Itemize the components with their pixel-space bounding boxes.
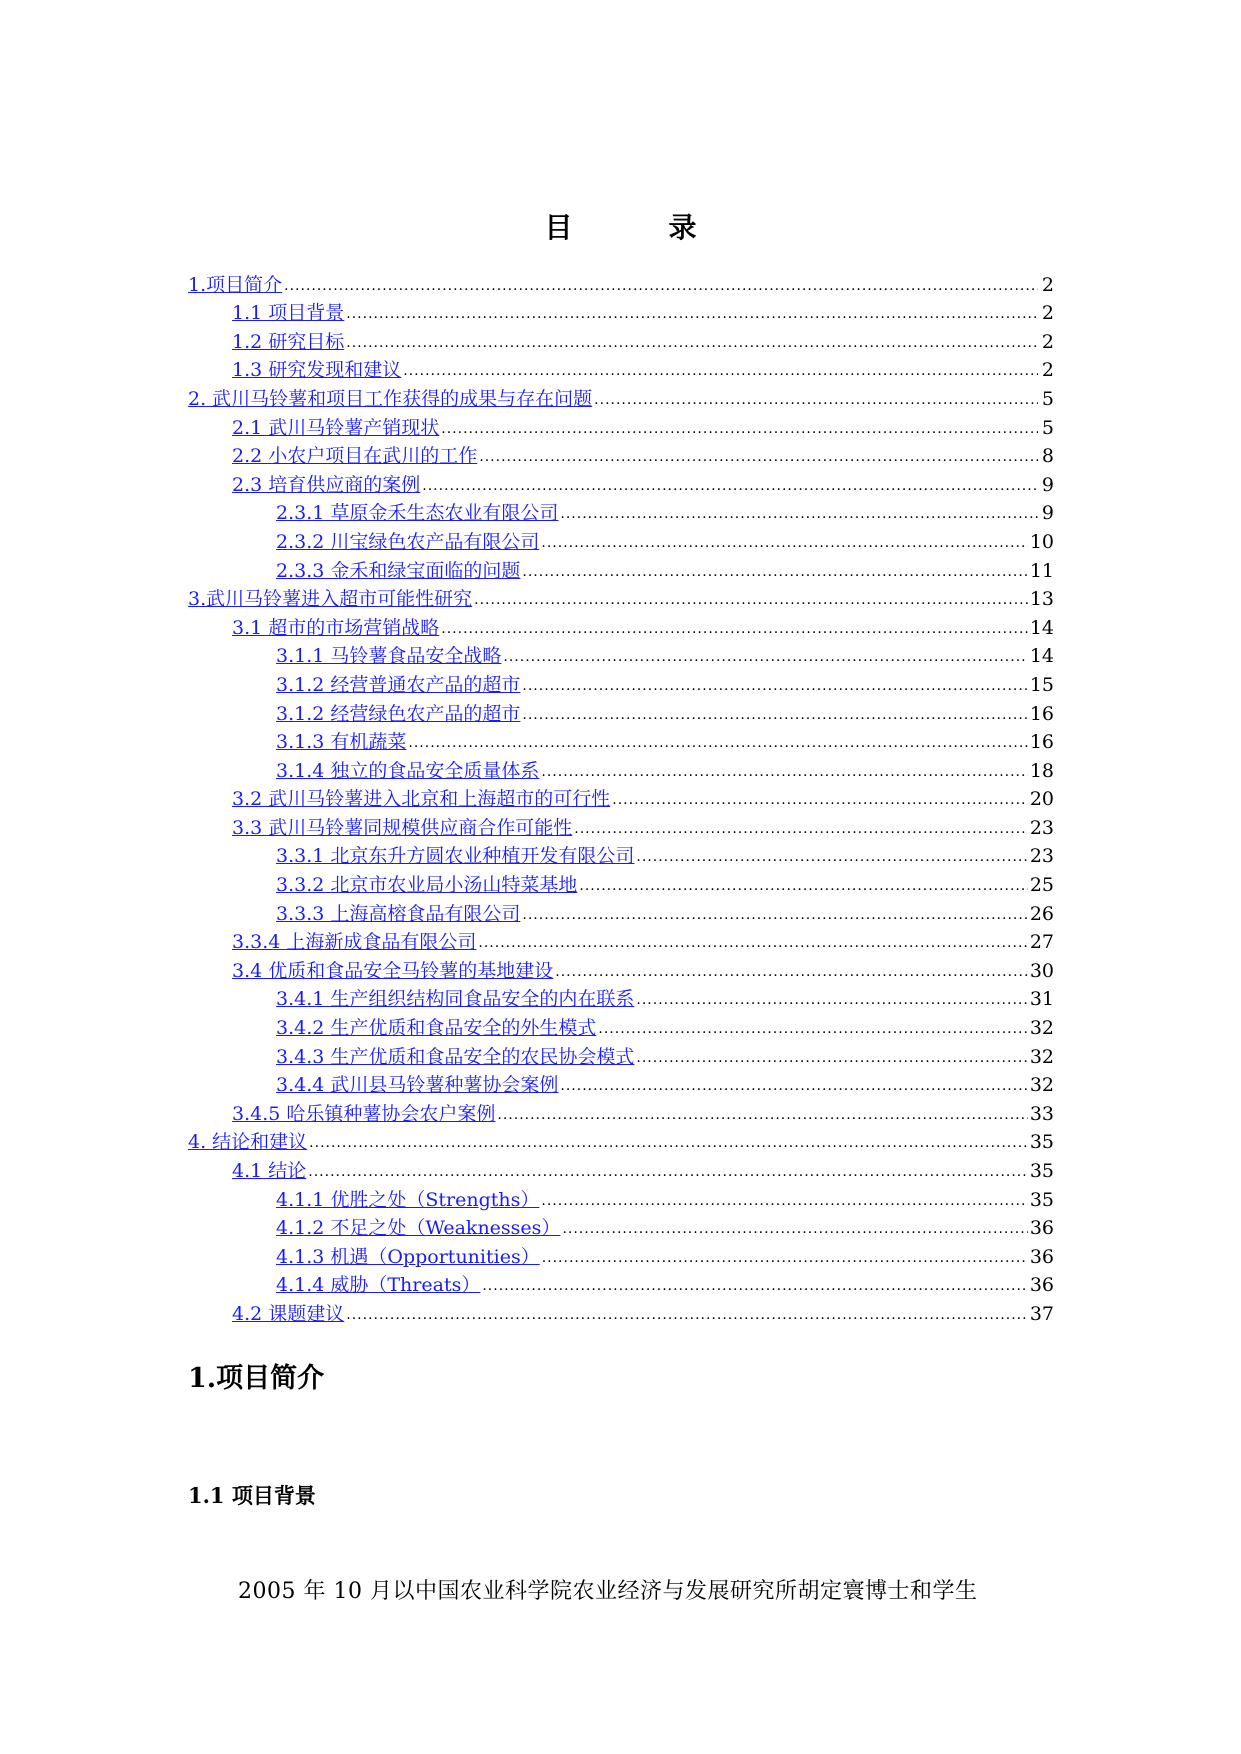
toc-dot-leader bbox=[346, 304, 1038, 324]
toc-entry-link[interactable]: 2.3 培育供应商的案例 bbox=[232, 473, 421, 496]
toc-page-number: 5 bbox=[1041, 416, 1054, 439]
toc-dot-leader bbox=[522, 562, 1027, 582]
toc-entry bbox=[188, 582, 1054, 611]
toc-entry-link[interactable]: 4.1.2 不足之处（Weaknesses） bbox=[276, 1217, 561, 1240]
toc-dot-leader bbox=[636, 990, 1027, 1010]
toc-page-number: 11 bbox=[1029, 559, 1054, 582]
toc-entry bbox=[188, 953, 1054, 982]
toc-entry-link[interactable]: 1.1 项目背景 bbox=[232, 302, 345, 325]
toc-page-number: 25 bbox=[1029, 874, 1054, 897]
toc-entry-link[interactable]: 4.2 课题建议 bbox=[232, 1302, 345, 1325]
toc-entry bbox=[188, 1068, 1054, 1097]
toc-dot-leader bbox=[441, 619, 1028, 639]
toc-page-number: 32 bbox=[1029, 1074, 1054, 1097]
toc-entry bbox=[188, 839, 1054, 868]
toc-dot-leader bbox=[594, 390, 1038, 410]
toc-entry-link[interactable]: 3.1.2 经营绿色农产品的超市 bbox=[276, 702, 521, 725]
toc-entry-link[interactable]: 3.1.3 有机蔬菜 bbox=[276, 731, 407, 754]
toc-dot-leader bbox=[542, 1248, 1028, 1268]
toc-dot-leader bbox=[522, 705, 1027, 725]
toc-entry bbox=[188, 867, 1054, 896]
toc-entry-link[interactable]: 3.4.2 生产优质和食品安全的外生模式 bbox=[276, 1017, 597, 1040]
toc-entry bbox=[188, 1153, 1054, 1182]
toc-page-number: 35 bbox=[1029, 1160, 1054, 1182]
toc-page-number: 14 bbox=[1029, 616, 1054, 639]
toc-dot-leader bbox=[579, 876, 1027, 896]
toc-dot-leader bbox=[503, 647, 1027, 667]
toc-page-number: 26 bbox=[1029, 902, 1054, 925]
toc-page-number: 16 bbox=[1029, 702, 1054, 725]
toc-entry bbox=[188, 639, 1054, 668]
toc-entry-link[interactable]: 2.3.2 川宝绿色农产品有限公司 bbox=[276, 530, 540, 553]
toc-dot-leader bbox=[441, 419, 1038, 439]
toc-page-number: 14 bbox=[1029, 645, 1054, 668]
toc-entry-link[interactable]: 4.1.1 优胜之处（Strengths） bbox=[276, 1188, 540, 1211]
toc-entry bbox=[188, 1182, 1054, 1211]
toc-dot-leader bbox=[346, 1305, 1028, 1325]
toc-page-number: 35 bbox=[1029, 1188, 1054, 1211]
toc-page-number: 23 bbox=[1029, 845, 1054, 868]
toc-entry-link[interactable]: 1.项目简介 bbox=[188, 273, 283, 296]
toc-dot-leader bbox=[541, 762, 1027, 782]
toc-dot-leader bbox=[560, 1076, 1027, 1096]
toc-dot-leader bbox=[598, 1019, 1027, 1039]
toc-page-number: 36 bbox=[1029, 1217, 1054, 1240]
toc-entry bbox=[188, 696, 1054, 725]
toc-page-number: 23 bbox=[1029, 816, 1054, 839]
toc-title: 目 录 bbox=[544, 211, 731, 244]
toc-entry bbox=[188, 1096, 1054, 1125]
toc-entry-link[interactable]: 3.3.4 上海新成食品有限公司 bbox=[232, 931, 477, 954]
toc-entry bbox=[188, 296, 1054, 325]
toc-page-number: 31 bbox=[1029, 988, 1054, 1011]
toc-page-number: 36 bbox=[1029, 1274, 1054, 1297]
toc-page-number: 33 bbox=[1029, 1102, 1054, 1125]
toc-entry bbox=[188, 353, 1054, 382]
toc-dot-leader bbox=[555, 962, 1028, 982]
toc-entry bbox=[188, 1039, 1054, 1068]
toc-entry-link[interactable]: 4. 结论和建议 bbox=[188, 1131, 308, 1154]
toc-page-number: 36 bbox=[1029, 1245, 1054, 1268]
toc-entry-link[interactable]: 3.3.1 北京东升方圆农业种植开发有限公司 bbox=[276, 845, 635, 868]
toc-entry bbox=[188, 1239, 1054, 1268]
toc-dot-leader bbox=[308, 1162, 1028, 1182]
toc-entry bbox=[188, 1268, 1054, 1297]
toc-dot-leader bbox=[522, 676, 1027, 696]
toc-entry-link[interactable]: 3.3 武川马铃薯同规模供应商合作可能性 bbox=[232, 816, 573, 839]
toc-entry-link[interactable]: 2.3.1 草原金禾生态农业有限公司 bbox=[276, 502, 559, 525]
toc-page-number: 32 bbox=[1029, 1017, 1054, 1040]
toc-entry bbox=[188, 381, 1054, 410]
toc-page-number: 18 bbox=[1029, 759, 1054, 782]
toc-page-number: 16 bbox=[1029, 731, 1054, 754]
toc-entry-link[interactable]: 3.2 武川马铃薯进入北京和上海超市的可行性 bbox=[232, 788, 611, 811]
toc-entry-link[interactable]: 3.4.4 武川县马铃薯种薯协会案例 bbox=[276, 1074, 559, 1097]
toc-entry bbox=[188, 896, 1054, 925]
toc-dot-leader bbox=[636, 847, 1027, 867]
toc-entry-link[interactable]: 2. 武川马铃薯和项目工作获得的成果与存在问题 bbox=[188, 387, 593, 410]
toc-page-number: 15 bbox=[1029, 673, 1054, 696]
toc-entry bbox=[188, 753, 1054, 782]
toc-page-number: 13 bbox=[1029, 588, 1054, 611]
toc-entry-link[interactable]: 3.4 优质和食品安全马铃薯的基地建设 bbox=[232, 959, 554, 982]
toc-dot-leader bbox=[574, 819, 1028, 839]
toc-entry bbox=[188, 524, 1054, 553]
toc-entry bbox=[188, 496, 1054, 525]
toc-entry bbox=[188, 610, 1054, 639]
toc-dot-leader bbox=[636, 1048, 1027, 1068]
toc-dot-leader bbox=[522, 905, 1027, 925]
toc-entry-link[interactable]: 3.1.1 马铃薯食品安全战略 bbox=[276, 645, 502, 668]
toc-entry bbox=[188, 925, 1054, 954]
toc-page-number: 30 bbox=[1029, 959, 1054, 982]
toc-dot-leader bbox=[309, 1133, 1028, 1153]
toc-page-number: 5 bbox=[1041, 387, 1054, 410]
toc-dot-leader bbox=[474, 590, 1028, 610]
toc-entry-link[interactable]: 1.3 研究发现和建议 bbox=[232, 359, 402, 382]
toc-dot-leader bbox=[408, 733, 1027, 753]
toc-page-number: 9 bbox=[1041, 502, 1054, 525]
toc-page-number: 32 bbox=[1029, 1045, 1054, 1068]
toc-page-number: 37 bbox=[1029, 1302, 1054, 1325]
toc-entry-link[interactable]: 3.4.1 生产组织结构同食品安全的内在联系 bbox=[276, 988, 635, 1011]
toc-dot-leader bbox=[478, 933, 1027, 953]
toc-entry-link[interactable]: 3.武川马铃薯进入超市可能性研究 bbox=[188, 588, 473, 611]
toc-entry-link[interactable]: 3.3.2 北京市农业局小汤山特菜基地 bbox=[276, 874, 578, 897]
toc-entry bbox=[188, 982, 1054, 1011]
toc-entry-link[interactable]: 3.4.3 生产优质和食品安全的农民协会模式 bbox=[276, 1045, 635, 1068]
toc-page-number: 35 bbox=[1029, 1131, 1054, 1154]
toc-entry bbox=[188, 1125, 1054, 1154]
toc-dot-leader bbox=[497, 1105, 1027, 1125]
toc-entry bbox=[188, 467, 1054, 496]
toc-page-number: 8 bbox=[1041, 445, 1054, 468]
toc-page-number: 20 bbox=[1029, 788, 1054, 811]
toc-entry bbox=[188, 667, 1054, 696]
toc-entry bbox=[188, 439, 1054, 468]
toc-entry bbox=[188, 782, 1054, 811]
toc-entry bbox=[188, 810, 1054, 839]
subsection-heading: 1.1 项目背景 bbox=[188, 1483, 316, 1508]
toc-entry-link[interactable]: 4.1.3 机遇（Opportunities） bbox=[276, 1245, 540, 1268]
table-of-contents bbox=[188, 267, 1054, 1325]
section-heading: 1.项目简介 bbox=[188, 1363, 325, 1394]
toc-dot-leader bbox=[479, 447, 1038, 467]
body-paragraph: 2005 年 10 月以中国农业科学院农业经济与发展研究所胡定寰博士和学生 bbox=[238, 1579, 978, 1604]
toc-entry-link[interactable]: 1.2 研究目标 bbox=[232, 330, 345, 353]
toc-dot-leader bbox=[422, 476, 1038, 496]
toc-entry bbox=[188, 553, 1054, 582]
toc-entry bbox=[188, 1010, 1054, 1039]
toc-dot-leader bbox=[612, 790, 1028, 810]
toc-page-number: 27 bbox=[1029, 931, 1054, 954]
toc-entry-link[interactable]: 2.1 武川马铃薯产销现状 bbox=[232, 416, 440, 439]
toc-dot-leader bbox=[284, 276, 1038, 296]
toc-entry bbox=[188, 725, 1054, 754]
toc-entry-link[interactable]: 2.2 小农户项目在武川的工作 bbox=[232, 445, 478, 468]
toc-entry bbox=[188, 1296, 1054, 1325]
toc-entry-link[interactable]: 3.1 超市的市场营销战略 bbox=[232, 616, 440, 639]
toc-page-number: 2 bbox=[1041, 359, 1054, 382]
toc-entry bbox=[188, 267, 1054, 296]
toc-dot-leader bbox=[560, 504, 1038, 524]
toc-page-number: 10 bbox=[1029, 530, 1054, 553]
toc-dot-leader bbox=[403, 361, 1038, 381]
toc-page-number: 2 bbox=[1041, 273, 1054, 296]
toc-page-number: 2 bbox=[1041, 330, 1054, 353]
toc-entry-link[interactable]: 3.3.3 上海高榕食品有限公司 bbox=[276, 902, 521, 925]
toc-dot-leader bbox=[541, 1191, 1027, 1211]
toc-entry-link[interactable]: 4.1 结论 bbox=[232, 1160, 307, 1182]
toc-page-number: 9 bbox=[1041, 473, 1054, 496]
toc-entry-link[interactable]: 3.1.2 经营普通农产品的超市 bbox=[276, 673, 521, 696]
toc-entry-link[interactable]: 2.3.3 金禾和绿宝面临的问题 bbox=[276, 559, 521, 582]
toc-entry bbox=[188, 410, 1054, 439]
toc-entry bbox=[188, 1211, 1054, 1240]
toc-entry-link[interactable]: 4.1.4 威胁（Threats） bbox=[276, 1274, 481, 1297]
toc-entry-link[interactable]: 3.4.5 哈乐镇种薯协会农户案例 bbox=[232, 1102, 496, 1125]
toc-dot-leader bbox=[482, 1276, 1027, 1296]
toc-dot-leader bbox=[346, 333, 1038, 353]
toc-entry bbox=[188, 324, 1054, 353]
toc-entry-link[interactable]: 3.1.4 独立的食品安全质量体系 bbox=[276, 759, 540, 782]
toc-dot-leader bbox=[541, 533, 1027, 553]
toc-page-number: 2 bbox=[1041, 302, 1054, 325]
toc-dot-leader bbox=[562, 1219, 1027, 1239]
